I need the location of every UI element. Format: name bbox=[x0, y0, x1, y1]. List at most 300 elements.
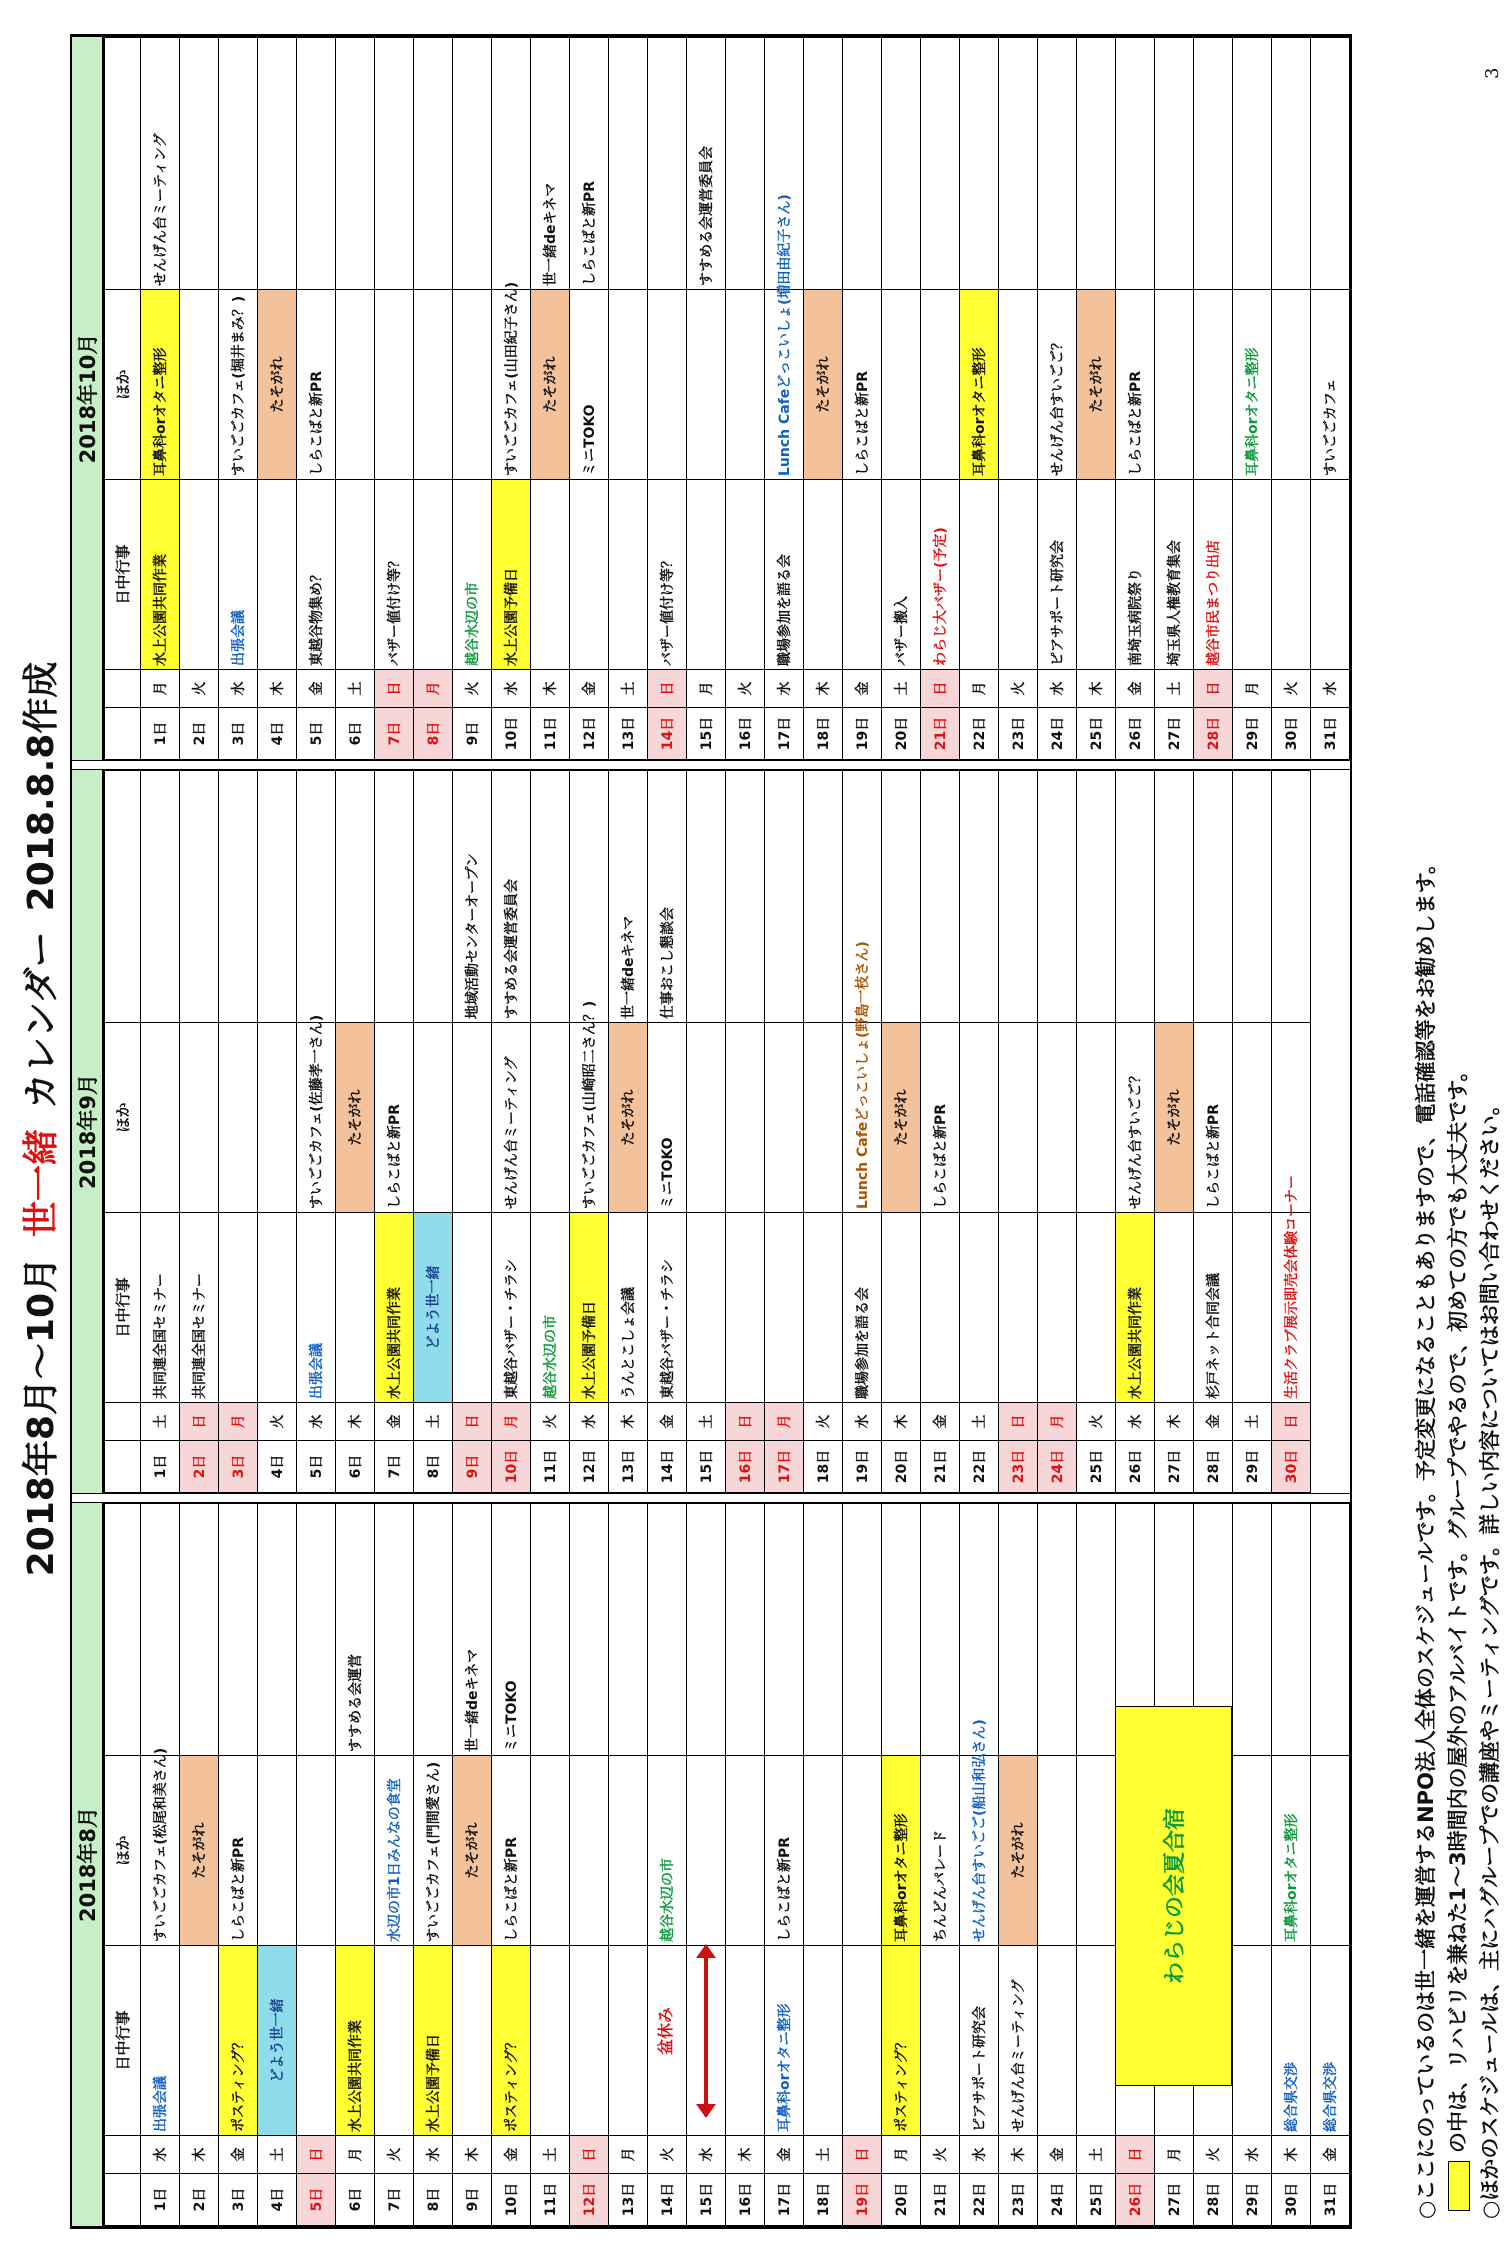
day-weekday: 水 bbox=[1233, 2136, 1272, 2174]
day-other bbox=[726, 1023, 765, 1213]
day-weekday: 木 bbox=[1272, 2136, 1311, 2174]
day-event: 越谷水辺の市 bbox=[453, 480, 492, 670]
column-header: 日中行事 bbox=[105, 1946, 141, 2136]
day-extra bbox=[180, 771, 219, 1023]
day-event: 職場参加を語る会 bbox=[843, 1213, 882, 1403]
day-extra bbox=[1233, 38, 1272, 290]
day-date: 15日 bbox=[687, 2174, 726, 2226]
day-other bbox=[1272, 290, 1311, 480]
day-extra bbox=[297, 38, 336, 290]
day-other bbox=[1077, 1756, 1116, 1946]
day-other: ちんどんパレード bbox=[921, 1756, 960, 1946]
day-other: たそがれ bbox=[336, 1023, 375, 1213]
day-event bbox=[765, 1213, 804, 1403]
day-event bbox=[1038, 1946, 1077, 2136]
day-date: 4日 bbox=[258, 1441, 297, 1493]
day-other bbox=[726, 1756, 765, 1946]
day-event bbox=[999, 480, 1038, 670]
day-row bbox=[219, 771, 258, 1493]
day-other: Lunch Cafeどっこいしょ(野島一枝さん) bbox=[843, 1023, 882, 1213]
day-date: 18日 bbox=[804, 1441, 843, 1493]
day-event: うんとこしょ会議 bbox=[609, 1213, 648, 1403]
day-row bbox=[1077, 38, 1116, 760]
day-event: 出張会議 bbox=[297, 1213, 336, 1403]
day-row bbox=[726, 1504, 765, 2226]
day-event: 総合県交渉 bbox=[1311, 1946, 1350, 2136]
day-extra bbox=[765, 771, 804, 1023]
day-other bbox=[453, 290, 492, 480]
column-header bbox=[105, 1441, 141, 1493]
day-event bbox=[1155, 1213, 1194, 1403]
day-date: 9日 bbox=[453, 2174, 492, 2226]
day-event bbox=[960, 480, 999, 670]
day-event bbox=[414, 480, 453, 670]
day-other bbox=[414, 290, 453, 480]
day-other: 越谷水辺の市 bbox=[648, 1756, 687, 1946]
day-date: 27日 bbox=[1155, 1441, 1194, 1493]
day-event bbox=[1311, 480, 1350, 670]
day-weekday: 火 bbox=[375, 2136, 414, 2174]
day-row bbox=[570, 38, 609, 760]
day-event: ポスティング？ bbox=[882, 1946, 921, 2136]
day-weekday: 金 bbox=[765, 2136, 804, 2174]
day-event: 出張会議 bbox=[219, 480, 258, 670]
day-other bbox=[258, 1756, 297, 1946]
day-extra bbox=[336, 771, 375, 1023]
day-other bbox=[453, 1023, 492, 1213]
day-extra bbox=[1272, 1504, 1311, 1756]
day-weekday: 日 bbox=[453, 1403, 492, 1441]
day-event bbox=[804, 480, 843, 670]
day-row bbox=[375, 38, 414, 760]
day-row bbox=[999, 38, 1038, 760]
day-event bbox=[999, 1213, 1038, 1403]
day-extra bbox=[1311, 1504, 1350, 1756]
day-event bbox=[375, 1946, 414, 2136]
day-extra bbox=[531, 1504, 570, 1756]
day-event bbox=[804, 1946, 843, 2136]
day-row bbox=[141, 1504, 180, 2226]
day-row bbox=[492, 1504, 531, 2226]
day-extra bbox=[141, 771, 180, 1023]
day-weekday: 水 bbox=[414, 2136, 453, 2174]
day-date: 20日 bbox=[882, 708, 921, 760]
day-row bbox=[1077, 1504, 1116, 2226]
day-weekday: 水 bbox=[1116, 1403, 1155, 1441]
day-row bbox=[1311, 38, 1350, 760]
day-date: 12日 bbox=[570, 708, 609, 760]
day-other bbox=[297, 1756, 336, 1946]
day-date: 6日 bbox=[336, 2174, 375, 2226]
day-extra bbox=[804, 771, 843, 1023]
day-row bbox=[570, 1504, 609, 2226]
day-row bbox=[609, 1504, 648, 2226]
day-other bbox=[1233, 1023, 1272, 1213]
day-other bbox=[180, 1023, 219, 1213]
day-date: 19日 bbox=[843, 2174, 882, 2226]
day-row bbox=[843, 771, 882, 1493]
day-event bbox=[882, 1213, 921, 1403]
day-extra bbox=[687, 1504, 726, 1756]
day-weekday: 金 bbox=[297, 670, 336, 708]
day-weekday: 木 bbox=[531, 670, 570, 708]
day-date: 22日 bbox=[960, 2174, 999, 2226]
day-event bbox=[921, 1946, 960, 2136]
day-weekday: 月 bbox=[492, 1403, 531, 1441]
day-date: 14日 bbox=[648, 1441, 687, 1493]
day-extra bbox=[882, 771, 921, 1023]
day-row bbox=[999, 1504, 1038, 2226]
day-weekday: 金 bbox=[1116, 670, 1155, 708]
day-date: 6日 bbox=[336, 1441, 375, 1493]
day-date: 27日 bbox=[1155, 708, 1194, 760]
day-event bbox=[180, 480, 219, 670]
day-other bbox=[609, 290, 648, 480]
day-extra: すすめる会運営 bbox=[336, 1504, 375, 1756]
day-weekday: 水 bbox=[570, 1403, 609, 1441]
column-header bbox=[105, 2174, 141, 2226]
day-date: 16日 bbox=[726, 708, 765, 760]
day-extra bbox=[804, 38, 843, 290]
day-extra bbox=[258, 38, 297, 290]
day-weekday: 月 bbox=[414, 670, 453, 708]
day-row bbox=[960, 771, 999, 1493]
day-date: 1日 bbox=[141, 708, 180, 760]
day-row bbox=[1116, 771, 1155, 1493]
day-date: 28日 bbox=[1194, 708, 1233, 760]
day-weekday: 土 bbox=[1077, 2136, 1116, 2174]
day-other: たそがれ bbox=[882, 1023, 921, 1213]
day-row bbox=[375, 1504, 414, 2226]
day-event: 越谷市民まつり出店 bbox=[1194, 480, 1233, 670]
day-other: すいごごカフェ(門間愛さん) bbox=[414, 1756, 453, 1946]
day-extra bbox=[726, 771, 765, 1023]
day-extra bbox=[453, 38, 492, 290]
day-event bbox=[258, 480, 297, 670]
day-row bbox=[726, 38, 765, 760]
day-weekday: 土 bbox=[141, 1403, 180, 1441]
day-date: 3日 bbox=[219, 708, 258, 760]
day-weekday: 土 bbox=[531, 2136, 570, 2174]
day-other bbox=[960, 1023, 999, 1213]
day-row bbox=[1272, 771, 1311, 1493]
day-weekday: 木 bbox=[336, 1403, 375, 1441]
day-date: 28日 bbox=[1194, 1441, 1233, 1493]
day-extra bbox=[1038, 771, 1077, 1023]
day-other: しらこばと新PR bbox=[375, 1023, 414, 1213]
day-date: 26日 bbox=[1116, 2174, 1155, 2226]
day-other: しらこばと新PR bbox=[219, 1756, 258, 1946]
day-extra bbox=[1077, 1504, 1116, 1756]
day-other bbox=[570, 1756, 609, 1946]
day-event bbox=[570, 1946, 609, 2136]
day-other bbox=[687, 1756, 726, 1946]
legend-line-2-text: の中は、リハビリを兼ねた1〜3時間内の屋外のアルバイトです。グループでやるので、初めての方でも大丈夫です。 bbox=[1446, 1060, 1470, 2153]
day-row bbox=[531, 38, 570, 760]
day-weekday: 木 bbox=[453, 2136, 492, 2174]
day-extra bbox=[648, 1504, 687, 1756]
day-event: 東越谷物集め？ bbox=[297, 480, 336, 670]
day-other bbox=[882, 290, 921, 480]
day-event bbox=[921, 1213, 960, 1403]
column-header: 日中行事 bbox=[105, 1213, 141, 1403]
day-event: ピアサポート研究会 bbox=[960, 1946, 999, 2136]
day-row bbox=[1233, 38, 1272, 760]
page-title bbox=[10, 239, 66, 1999]
day-weekday: 日 bbox=[375, 670, 414, 708]
day-other bbox=[765, 1023, 804, 1213]
day-date: 25日 bbox=[1077, 2174, 1116, 2226]
day-extra bbox=[921, 38, 960, 290]
day-date: 10日 bbox=[492, 1441, 531, 1493]
day-extra: すすめる会運営委員会 bbox=[492, 771, 531, 1023]
day-other bbox=[258, 1023, 297, 1213]
day-date: 28日 bbox=[1194, 2174, 1233, 2226]
day-event: 東越谷バザー・チラシ bbox=[648, 1213, 687, 1403]
day-date: 6日 bbox=[336, 708, 375, 760]
day-extra bbox=[531, 771, 570, 1023]
day-extra bbox=[258, 771, 297, 1023]
day-row bbox=[414, 38, 453, 760]
day-extra bbox=[960, 1504, 999, 1756]
day-other: 耳鼻科orオタニ整形 bbox=[882, 1756, 921, 1946]
day-other bbox=[1233, 1756, 1272, 1946]
month-header: 2018年9月 bbox=[72, 770, 104, 1493]
day-date: 2日 bbox=[180, 708, 219, 760]
day-row bbox=[804, 1504, 843, 2226]
day-other bbox=[726, 290, 765, 480]
day-other: すいごごカフェ(佐藤孝一さん) bbox=[297, 1023, 336, 1213]
title-suffix: カレンダー bbox=[20, 931, 62, 1109]
day-event bbox=[1077, 480, 1116, 670]
legend-line-1: ○ここにのっているのは世一緒を運営するNPO法人全体のスケジュールです。予定変更になることもありますので、電話確認等をお勧めします。 bbox=[1414, 853, 1438, 2219]
day-weekday: 月 bbox=[765, 1403, 804, 1441]
month-header: 2018年8月 bbox=[72, 1503, 104, 2226]
day-row bbox=[921, 771, 960, 1493]
day-weekday: 火 bbox=[648, 2136, 687, 2174]
day-extra bbox=[882, 1504, 921, 1756]
day-date: 10日 bbox=[492, 2174, 531, 2226]
day-date: 17日 bbox=[765, 1441, 804, 1493]
day-weekday: 日 bbox=[570, 2136, 609, 2174]
day-extra bbox=[141, 1504, 180, 1756]
day-row bbox=[687, 771, 726, 1493]
day-extra bbox=[726, 38, 765, 290]
day-weekday: 木 bbox=[999, 2136, 1038, 2174]
day-weekday: 日 bbox=[1272, 1403, 1311, 1441]
day-event bbox=[1272, 480, 1311, 670]
day-date: 7日 bbox=[375, 708, 414, 760]
day-weekday: 月 bbox=[219, 1403, 258, 1441]
day-other bbox=[336, 290, 375, 480]
day-weekday: 金 bbox=[921, 1403, 960, 1441]
day-weekday: 日 bbox=[921, 670, 960, 708]
day-date: 12日 bbox=[570, 2174, 609, 2226]
day-weekday: 月 bbox=[1233, 670, 1272, 708]
day-row bbox=[765, 38, 804, 760]
day-row bbox=[336, 1504, 375, 2226]
column-header bbox=[105, 1403, 141, 1441]
day-other bbox=[687, 1023, 726, 1213]
day-row bbox=[609, 38, 648, 760]
day-weekday: 月 bbox=[687, 670, 726, 708]
day-weekday: 水 bbox=[765, 670, 804, 708]
day-extra bbox=[297, 1504, 336, 1756]
day-event: 耳鼻科orオタニ整形 bbox=[765, 1946, 804, 2136]
day-weekday: 水 bbox=[141, 2136, 180, 2174]
day-other: 耳鼻科orオタニ整形 bbox=[960, 290, 999, 480]
day-weekday: 金 bbox=[648, 1403, 687, 1441]
day-extra bbox=[414, 771, 453, 1023]
legend bbox=[1410, 29, 1506, 2219]
day-extra bbox=[180, 1504, 219, 1756]
day-row bbox=[492, 771, 531, 1493]
day-extra bbox=[921, 771, 960, 1023]
day-extra bbox=[921, 1504, 960, 1756]
day-extra bbox=[1311, 38, 1350, 290]
day-extra bbox=[375, 1504, 414, 1756]
day-date: 16日 bbox=[726, 1441, 765, 1493]
day-weekday: 日 bbox=[843, 2136, 882, 2174]
day-row bbox=[180, 1504, 219, 2226]
day-weekday: 日 bbox=[999, 1403, 1038, 1441]
day-other: 耳鼻科orオタニ整形 bbox=[1233, 290, 1272, 480]
day-weekday: 火 bbox=[180, 670, 219, 708]
month-block bbox=[72, 36, 1350, 761]
day-event: 水上公園予備日 bbox=[570, 1213, 609, 1403]
day-row bbox=[453, 38, 492, 760]
month-block bbox=[72, 1502, 1350, 2227]
day-row bbox=[1233, 771, 1272, 1493]
day-other bbox=[219, 1023, 258, 1213]
day-date: 13日 bbox=[609, 708, 648, 760]
day-event bbox=[843, 480, 882, 670]
day-date: 7日 bbox=[375, 2174, 414, 2226]
day-row bbox=[648, 771, 687, 1493]
day-date: 4日 bbox=[258, 2174, 297, 2226]
day-extra bbox=[219, 771, 258, 1023]
page-number: 3 bbox=[1482, 67, 1503, 79]
day-other: たそがれ bbox=[1077, 290, 1116, 480]
day-event: 共同連全国セミナー bbox=[141, 1213, 180, 1403]
day-row bbox=[1311, 1504, 1350, 2226]
day-other bbox=[336, 1756, 375, 1946]
day-weekday: 火 bbox=[921, 2136, 960, 2174]
day-date: 11日 bbox=[531, 708, 570, 760]
day-other: しらこばと新PR bbox=[1116, 290, 1155, 480]
day-date: 25日 bbox=[1077, 1441, 1116, 1493]
day-row bbox=[1155, 771, 1194, 1493]
day-row bbox=[1116, 38, 1155, 760]
day-event bbox=[258, 1213, 297, 1403]
day-date: 22日 bbox=[960, 1441, 999, 1493]
column-header: 日中行事 bbox=[105, 480, 141, 670]
day-extra bbox=[1077, 38, 1116, 290]
day-event: 水上公園共同作業 bbox=[141, 480, 180, 670]
day-date: 22日 bbox=[960, 708, 999, 760]
day-other: ミニTOKO bbox=[648, 1023, 687, 1213]
day-row bbox=[648, 38, 687, 760]
day-extra bbox=[1233, 1504, 1272, 1756]
day-event: 杉戸ネット合同会議 bbox=[1194, 1213, 1233, 1403]
day-weekday: 水 bbox=[960, 2136, 999, 2174]
title-main: 2018年8月〜10月 bbox=[20, 1257, 62, 1577]
day-date: 19日 bbox=[843, 1441, 882, 1493]
day-event: どよう世一緒 bbox=[258, 1946, 297, 2136]
day-weekday: 日 bbox=[648, 670, 687, 708]
day-weekday: 水 bbox=[219, 670, 258, 708]
day-date: 31日 bbox=[1311, 2174, 1350, 2226]
day-other: すいごごカフェ bbox=[1311, 290, 1350, 480]
day-extra bbox=[570, 771, 609, 1023]
day-row bbox=[414, 771, 453, 1493]
column-header: ほか bbox=[105, 290, 141, 480]
day-weekday: 土 bbox=[1155, 670, 1194, 708]
day-date: 31日 bbox=[1311, 708, 1350, 760]
day-extra bbox=[570, 1504, 609, 1756]
day-extra bbox=[1116, 771, 1155, 1023]
day-row bbox=[648, 1504, 687, 2226]
day-event: 水上公園予備日 bbox=[492, 480, 531, 670]
day-date: 24日 bbox=[1038, 708, 1077, 760]
day-other bbox=[180, 290, 219, 480]
day-extra bbox=[843, 38, 882, 290]
day-date: 2日 bbox=[180, 2174, 219, 2226]
day-extra bbox=[726, 1504, 765, 1756]
day-extra bbox=[492, 38, 531, 290]
day-other: たそがれ bbox=[258, 290, 297, 480]
day-weekday: 土 bbox=[609, 670, 648, 708]
legend-line-2 bbox=[1442, 29, 1474, 2219]
day-event bbox=[1233, 1946, 1272, 2136]
day-extra bbox=[999, 1504, 1038, 1756]
day-other: Lunch Cafeどっこいしょ(増田由紀子さん) bbox=[765, 290, 804, 480]
day-row bbox=[687, 38, 726, 760]
day-weekday: 火 bbox=[1077, 1403, 1116, 1441]
day-other: 耳鼻科orオタニ整形 bbox=[1272, 1756, 1311, 1946]
day-date: 4日 bbox=[258, 708, 297, 760]
day-other bbox=[843, 1756, 882, 1946]
day-other bbox=[1038, 1756, 1077, 1946]
day-event bbox=[219, 1213, 258, 1403]
day-event bbox=[843, 1946, 882, 2136]
day-row bbox=[1038, 1504, 1077, 2226]
day-date: 14日 bbox=[648, 708, 687, 760]
day-other: せんげん台すいごご？ bbox=[1038, 290, 1077, 480]
day-row bbox=[882, 38, 921, 760]
day-row bbox=[141, 771, 180, 1493]
day-extra bbox=[804, 1504, 843, 1756]
day-row bbox=[1038, 38, 1077, 760]
day-weekday: 火 bbox=[453, 670, 492, 708]
day-event bbox=[570, 480, 609, 670]
day-weekday: 月 bbox=[960, 670, 999, 708]
day-other bbox=[609, 1756, 648, 1946]
day-event: どよう世一緒 bbox=[414, 1213, 453, 1403]
day-other: しらこばと新PR bbox=[297, 290, 336, 480]
day-other bbox=[921, 290, 960, 480]
day-date: 29日 bbox=[1233, 1441, 1272, 1493]
day-weekday: 土 bbox=[414, 1403, 453, 1441]
day-row bbox=[336, 771, 375, 1493]
day-extra bbox=[375, 771, 414, 1023]
day-event: せんげん台ミーティング bbox=[999, 1946, 1038, 2136]
day-event bbox=[336, 1213, 375, 1403]
day-weekday: 金 bbox=[375, 1403, 414, 1441]
day-weekday: 水 bbox=[297, 1403, 336, 1441]
day-extra bbox=[843, 1504, 882, 1756]
day-date: 5日 bbox=[297, 708, 336, 760]
